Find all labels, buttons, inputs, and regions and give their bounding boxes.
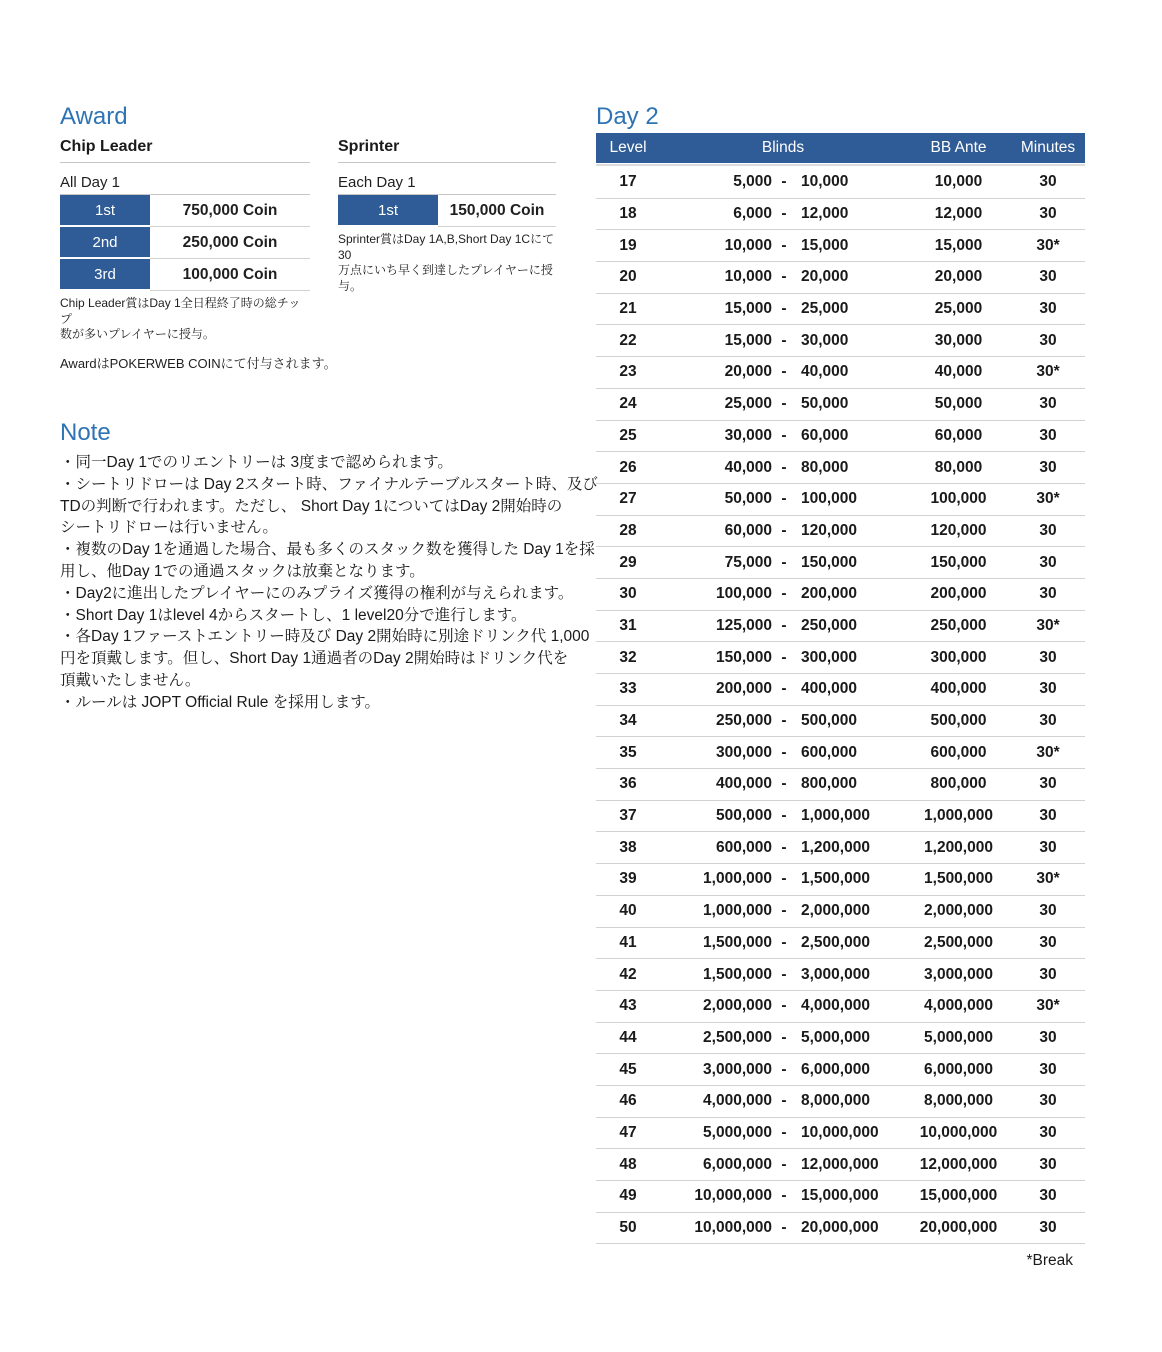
- cell-big-blind: 20,000,000: [801, 1219, 879, 1237]
- note-line: 頂戴いたしません。: [60, 671, 201, 689]
- cell-small-blind: 6,000: [733, 205, 772, 223]
- blinds-dash: -: [781, 300, 787, 318]
- cell-small-blind: 100,000: [715, 585, 772, 603]
- cell-minutes: 30*: [1036, 743, 1060, 761]
- cell-big-blind: 6,000,000: [801, 1060, 870, 1078]
- day2-table-row: [596, 1054, 1085, 1086]
- note-line: ・同一Day 1でのリエントリーは 3度まで認められます。: [60, 454, 453, 471]
- cell-minutes: 30: [1039, 426, 1057, 444]
- award-note-line: 万点にいち早く到達したプレイヤーに授: [338, 263, 553, 277]
- cell-bb-ante: 5,000,000: [924, 1028, 993, 1046]
- cell-level: 34: [619, 712, 637, 730]
- day2-table-row: [596, 389, 1085, 421]
- blinds-dash: -: [781, 1219, 787, 1237]
- blinds-dash: -: [781, 236, 787, 254]
- cell-minutes: 30*: [1036, 616, 1060, 634]
- cell-big-blind: 800,000: [801, 775, 858, 793]
- day2-table-row: [596, 896, 1085, 928]
- cell-bb-ante: 40,000: [934, 363, 983, 381]
- cell-big-blind: 5,000,000: [801, 1028, 870, 1046]
- cell-bb-ante: 30,000: [934, 331, 983, 349]
- day2-table-row: [596, 928, 1085, 960]
- day2-table-row: [596, 167, 1085, 199]
- cell-small-blind: 2,000,000: [703, 997, 772, 1015]
- cell-big-blind: 500,000: [801, 712, 858, 730]
- award-prize-cell: 250,000 Coin: [150, 227, 310, 259]
- cell-big-blind: 1,200,000: [801, 838, 870, 856]
- cell-small-blind: 400,000: [715, 775, 772, 793]
- cell-big-blind: 1,500,000: [801, 870, 870, 888]
- cell-minutes: 30: [1039, 965, 1057, 983]
- cell-minutes: 30: [1039, 902, 1057, 920]
- day2-table-row: [596, 547, 1085, 579]
- cell-bb-ante: 600,000: [930, 743, 987, 761]
- blinds-dash: -: [781, 712, 787, 730]
- cell-small-blind: 125,000: [715, 616, 772, 634]
- cell-small-blind: 300,000: [715, 743, 772, 761]
- day2-table-row: [596, 769, 1085, 801]
- cell-minutes: 30*: [1036, 870, 1060, 888]
- cell-big-blind: 40,000: [801, 363, 849, 381]
- cell-minutes: 30*: [1036, 363, 1060, 381]
- day2-table-row: [596, 230, 1085, 262]
- day2-table-row: [596, 484, 1085, 516]
- blinds-dash: -: [781, 775, 787, 793]
- cell-small-blind: 60,000: [724, 521, 772, 539]
- cell-small-blind: 600,000: [715, 838, 772, 856]
- award-place-cell: 2nd: [60, 227, 150, 259]
- cell-small-blind: 6,000,000: [703, 1155, 772, 1173]
- note-line: ・複数のDay 1を通過した場合、最も多くのスタック数を獲得した Day 1を採: [60, 541, 595, 559]
- cell-big-blind: 1,000,000: [801, 807, 870, 825]
- note-line: ・シートリドローは Day 2スタート時、ファイナルテーブルスタート時、及び: [60, 475, 598, 493]
- cell-minutes: 30: [1039, 838, 1057, 856]
- cell-bb-ante: 400,000: [930, 680, 987, 698]
- cell-big-blind: 200,000: [801, 585, 858, 603]
- cell-bb-ante: 2,000,000: [924, 902, 993, 920]
- day2-section-title: Day 2: [596, 103, 659, 130]
- header-cell-bb-ante: BB Ante: [930, 139, 987, 156]
- cell-minutes: 30: [1039, 1187, 1057, 1205]
- note-line: ・Short Day 1はlevel 4からスタートし、1 level20分で進行します。: [60, 606, 527, 624]
- cell-level: 21: [619, 300, 637, 318]
- cell-bb-ante: 800,000: [930, 775, 987, 793]
- cell-minutes: 30: [1039, 395, 1057, 413]
- cell-big-blind: 12,000: [801, 205, 849, 223]
- cell-level: 47: [619, 1123, 637, 1141]
- blinds-dash: -: [781, 1028, 787, 1046]
- cell-minutes: 30: [1039, 1219, 1057, 1237]
- day2-table-body: [596, 167, 1085, 1244]
- note-line: ・ルールは JOPT Official Rule を採用します。: [60, 693, 380, 711]
- cell-small-blind: 25,000: [724, 395, 772, 413]
- cell-bb-ante: 12,000: [934, 205, 983, 223]
- cell-bb-ante: 4,000,000: [924, 997, 993, 1015]
- cell-big-blind: 80,000: [801, 458, 849, 476]
- day2-table-row: [596, 1181, 1085, 1213]
- day2-table-row: [596, 959, 1085, 991]
- cell-level: 22: [619, 331, 637, 349]
- day2-table-row: [596, 421, 1085, 453]
- blinds-dash: -: [781, 331, 787, 349]
- note-line: 用し、他Day 1での通過スタックは放棄となります。: [60, 562, 425, 580]
- cell-bb-ante: 2,500,000: [924, 933, 993, 951]
- cell-bb-ante: 60,000: [934, 426, 983, 444]
- day2-table-row: [596, 991, 1085, 1023]
- cell-level: 35: [619, 743, 637, 761]
- award-note-line: Chip Leader賞はDay 1全日程終了時の総チップ: [60, 296, 301, 326]
- note-line: TDの判断で行われます。ただし、 Short Day 1についてはDay 2開始時の: [60, 497, 563, 515]
- day2-table-row: [596, 452, 1085, 484]
- award-footer-note: AwardはPOKERWEB COINにて付与されます。: [60, 356, 337, 371]
- day2-table-row: [596, 294, 1085, 326]
- cell-level: 30: [619, 585, 637, 603]
- sprinter-note: [338, 232, 556, 294]
- cell-minutes: 30: [1039, 648, 1057, 666]
- cell-big-blind: 12,000,000: [801, 1155, 879, 1173]
- cell-big-blind: 30,000: [801, 331, 849, 349]
- cell-level: 43: [619, 997, 637, 1015]
- cell-small-blind: 150,000: [715, 648, 772, 666]
- day2-table-row: [596, 1213, 1085, 1245]
- day2-table-row: [596, 1023, 1085, 1055]
- cell-minutes: 30*: [1036, 236, 1060, 254]
- blinds-dash: -: [781, 743, 787, 761]
- cell-level: 17: [619, 173, 637, 191]
- blinds-dash: -: [781, 838, 787, 856]
- cell-minutes: 30: [1039, 712, 1057, 730]
- chip-leader-table: [60, 195, 310, 291]
- cell-bb-ante: 10,000: [934, 173, 983, 191]
- cell-small-blind: 1,000,000: [703, 870, 772, 888]
- cell-big-blind: 60,000: [801, 426, 849, 444]
- cell-minutes: 30: [1039, 173, 1057, 191]
- cell-big-blind: 400,000: [801, 680, 858, 698]
- award-row: [60, 259, 310, 291]
- award-row: [60, 227, 310, 259]
- cell-bb-ante: 1,500,000: [924, 870, 993, 888]
- day2-table-row: [596, 642, 1085, 674]
- cell-minutes: 30: [1039, 1155, 1057, 1173]
- day2-table-row: [596, 737, 1085, 769]
- cell-minutes: 30*: [1036, 490, 1060, 508]
- cell-minutes: 30: [1039, 458, 1057, 476]
- award-place-cell: 1st: [60, 195, 150, 227]
- cell-big-blind: 3,000,000: [801, 965, 870, 983]
- blinds-dash: -: [781, 268, 787, 286]
- cell-minutes: 30: [1039, 521, 1057, 539]
- cell-bb-ante: 100,000: [930, 490, 987, 508]
- cell-bb-ante: 6,000,000: [924, 1060, 993, 1078]
- cell-big-blind: 120,000: [801, 521, 858, 539]
- blinds-dash: -: [781, 616, 787, 634]
- cell-small-blind: 5,000: [733, 173, 772, 191]
- blinds-dash: -: [781, 1123, 787, 1141]
- cell-minutes: 30: [1039, 680, 1057, 698]
- cell-big-blind: 25,000: [801, 300, 849, 318]
- day2-table-row: [596, 516, 1085, 548]
- break-footnote: *Break: [1026, 1252, 1073, 1270]
- cell-big-blind: 50,000: [801, 395, 849, 413]
- blinds-dash: -: [781, 458, 787, 476]
- day2-table-row: [596, 706, 1085, 738]
- cell-level: 36: [619, 775, 637, 793]
- cell-small-blind: 250,000: [715, 712, 772, 730]
- cell-big-blind: 10,000,000: [801, 1123, 879, 1141]
- cell-level: 37: [619, 807, 637, 825]
- cell-level: 29: [619, 553, 637, 571]
- note-line: シートリドローは行いません。: [60, 519, 278, 537]
- cell-bb-ante: 10,000,000: [919, 1123, 998, 1141]
- cell-small-blind: 2,500,000: [703, 1028, 772, 1046]
- award-note-line: Sprinter賞はDay 1A,B,Short Day 1Cにて30: [338, 232, 555, 262]
- cell-bb-ante: 15,000: [934, 236, 983, 254]
- cell-bb-ante: 1,200,000: [924, 838, 993, 856]
- cell-minutes: 30: [1039, 807, 1057, 825]
- cell-minutes: 30: [1039, 205, 1057, 223]
- blinds-dash: -: [781, 1155, 787, 1173]
- cell-level: 20: [619, 268, 637, 286]
- cell-small-blind: 30,000: [724, 426, 772, 444]
- cell-small-blind: 10,000: [724, 268, 772, 286]
- blinds-dash: -: [781, 426, 787, 444]
- header-cell-blinds: Blinds: [761, 139, 805, 156]
- cell-minutes: 30: [1039, 775, 1057, 793]
- cell-bb-ante: 200,000: [930, 585, 987, 603]
- cell-small-blind: 75,000: [724, 553, 772, 571]
- cell-bb-ante: 8,000,000: [924, 1092, 993, 1110]
- cell-big-blind: 150,000: [801, 553, 858, 571]
- cell-level: 27: [619, 490, 637, 508]
- blinds-dash: -: [781, 648, 787, 666]
- cell-small-blind: 1,500,000: [703, 965, 772, 983]
- cell-big-blind: 100,000: [801, 490, 858, 508]
- cell-small-blind: 15,000: [724, 331, 772, 349]
- cell-bb-ante: 250,000: [930, 616, 987, 634]
- cell-bb-ante: 500,000: [930, 712, 987, 730]
- cell-bb-ante: 150,000: [930, 553, 987, 571]
- cell-level: 49: [619, 1187, 637, 1205]
- cell-minutes: 30: [1039, 933, 1057, 951]
- day2-table-header: [596, 133, 1085, 163]
- blinds-dash: -: [781, 205, 787, 223]
- cell-big-blind: 4,000,000: [801, 997, 870, 1015]
- blinds-dash: -: [781, 395, 787, 413]
- cell-level: 41: [619, 933, 637, 951]
- note-line: 円を頂戴します。但し、Short Day 1通過者のDay 2開始時はドリンク代を: [60, 650, 569, 668]
- header-cell-level: Level: [609, 139, 647, 156]
- header-cell-minutes: Minutes: [1020, 139, 1076, 156]
- chip-leader-subtitle: All Day 1: [60, 174, 310, 195]
- cell-big-blind: 8,000,000: [801, 1092, 870, 1110]
- cell-bb-ante: 15,000,000: [919, 1187, 998, 1205]
- cell-bb-ante: 120,000: [930, 521, 987, 539]
- sprinter-card: [338, 138, 556, 343]
- cell-level: 23: [619, 363, 637, 381]
- day2-table-row: [596, 611, 1085, 643]
- cell-bb-ante: 50,000: [934, 395, 983, 413]
- day2-table-row: [596, 579, 1085, 611]
- award-section: [60, 138, 556, 343]
- blinds-dash: -: [781, 902, 787, 920]
- cell-bb-ante: 25,000: [934, 300, 983, 318]
- day2-table-row: [596, 325, 1085, 357]
- header-divider: [596, 164, 1085, 166]
- cell-level: 48: [619, 1155, 637, 1173]
- award-prize-cell: 150,000 Coin: [438, 195, 556, 227]
- cell-big-blind: 600,000: [801, 743, 858, 761]
- sprinter-table: [338, 195, 556, 227]
- chip-leader-note: [60, 296, 310, 343]
- cell-level: 26: [619, 458, 637, 476]
- cell-small-blind: 4,000,000: [703, 1092, 772, 1110]
- cell-minutes: 30*: [1036, 997, 1060, 1015]
- blinds-dash: -: [781, 1060, 787, 1078]
- cell-level: 44: [619, 1028, 637, 1046]
- day2-table-row: [596, 1118, 1085, 1150]
- award-section-title: Award: [60, 103, 128, 130]
- note-section-title: Note: [60, 419, 111, 446]
- cell-small-blind: 15,000: [724, 300, 772, 318]
- note-section: [60, 452, 598, 714]
- cell-bb-ante: 20,000: [934, 268, 983, 286]
- cell-big-blind: 15,000,000: [801, 1187, 879, 1205]
- cell-small-blind: 5,000,000: [703, 1123, 772, 1141]
- day2-table-row: [596, 674, 1085, 706]
- cell-bb-ante: 12,000,000: [919, 1155, 998, 1173]
- day2-table-row: [596, 864, 1085, 896]
- cell-minutes: 30: [1039, 553, 1057, 571]
- cell-minutes: 30: [1039, 1092, 1057, 1110]
- cell-big-blind: 20,000: [801, 268, 849, 286]
- award-prize-cell: 100,000 Coin: [150, 259, 310, 291]
- cell-big-blind: 15,000: [801, 236, 849, 254]
- cell-small-blind: 200,000: [715, 680, 772, 698]
- blinds-dash: -: [781, 363, 787, 381]
- blinds-dash: -: [781, 173, 787, 191]
- cell-big-blind: 300,000: [801, 648, 858, 666]
- award-note-line: 数が多いプレイヤーに授与。: [60, 327, 215, 341]
- cell-big-blind: 2,000,000: [801, 902, 870, 920]
- sprinter-subtitle: Each Day 1: [338, 174, 556, 195]
- blinds-dash: -: [781, 933, 787, 951]
- day2-table-row: [596, 801, 1085, 833]
- blinds-dash: -: [781, 585, 787, 603]
- cell-minutes: 30: [1039, 1123, 1057, 1141]
- cell-minutes: 30: [1039, 300, 1057, 318]
- cell-level: 45: [619, 1060, 637, 1078]
- cell-minutes: 30: [1039, 331, 1057, 349]
- cell-small-blind: 40,000: [724, 458, 772, 476]
- day2-table-row: [596, 1149, 1085, 1181]
- award-row: [338, 195, 556, 227]
- sprinter-title: Sprinter: [338, 138, 556, 163]
- cell-big-blind: 250,000: [801, 616, 858, 634]
- award-place-cell: 1st: [338, 195, 438, 227]
- blinds-dash: -: [781, 1092, 787, 1110]
- cell-small-blind: 3,000,000: [703, 1060, 772, 1078]
- blinds-dash: -: [781, 870, 787, 888]
- award-place-cell: 3rd: [60, 259, 150, 291]
- day2-table-row: [596, 199, 1085, 231]
- cell-level: 50: [619, 1219, 637, 1237]
- cell-big-blind: 10,000: [801, 173, 849, 191]
- cell-small-blind: 10,000,000: [694, 1219, 772, 1237]
- blinds-dash: -: [781, 680, 787, 698]
- day2-section: [596, 103, 1085, 1270]
- cell-small-blind: 10,000: [724, 236, 772, 254]
- cell-level: 39: [619, 870, 637, 888]
- blinds-dash: -: [781, 490, 787, 508]
- blinds-dash: -: [781, 553, 787, 571]
- cell-small-blind: 20,000: [724, 363, 772, 381]
- cell-level: 28: [619, 521, 637, 539]
- cell-level: 31: [619, 616, 637, 634]
- cell-bb-ante: 1,000,000: [924, 807, 993, 825]
- cell-level: 40: [619, 902, 637, 920]
- cell-small-blind: 10,000,000: [694, 1187, 772, 1205]
- blinds-dash: -: [781, 521, 787, 539]
- blinds-dash: -: [781, 965, 787, 983]
- cell-level: 18: [619, 205, 637, 223]
- chip-leader-card: [60, 138, 310, 343]
- cell-level: 46: [619, 1092, 637, 1110]
- cell-minutes: 30: [1039, 268, 1057, 286]
- cell-small-blind: 500,000: [715, 807, 772, 825]
- cell-minutes: 30: [1039, 585, 1057, 603]
- award-row: [60, 195, 310, 227]
- cell-level: 24: [619, 395, 637, 413]
- cell-minutes: 30: [1039, 1060, 1057, 1078]
- cell-bb-ante: 80,000: [934, 458, 983, 476]
- cell-bb-ante: 300,000: [930, 648, 987, 666]
- cell-level: 38: [619, 838, 637, 856]
- award-note-line: 与。: [338, 278, 363, 293]
- day2-table-row: [596, 832, 1085, 864]
- award-prize-cell: 750,000 Coin: [150, 195, 310, 227]
- cell-big-blind: 2,500,000: [801, 933, 870, 951]
- cell-minutes: 30: [1039, 1028, 1057, 1046]
- chip-leader-title: Chip Leader: [60, 138, 310, 163]
- day2-table-row: [596, 1086, 1085, 1118]
- cell-level: 33: [619, 680, 637, 698]
- day2-table-row: [596, 357, 1085, 389]
- cell-bb-ante: 3,000,000: [924, 965, 993, 983]
- cell-small-blind: 1,000,000: [703, 902, 772, 920]
- cell-level: 25: [619, 426, 637, 444]
- blinds-dash: -: [781, 997, 787, 1015]
- cell-level: 42: [619, 965, 637, 983]
- note-line: ・Day2に進出したプレイヤーにのみプライズ獲得の権利が与えられます。: [60, 584, 574, 602]
- cell-small-blind: 1,500,000: [703, 933, 772, 951]
- blinds-dash: -: [781, 1187, 787, 1205]
- blinds-dash: -: [781, 807, 787, 825]
- cell-bb-ante: 20,000,000: [919, 1219, 998, 1237]
- cell-level: 19: [619, 236, 637, 254]
- day2-table-row: [596, 262, 1085, 294]
- note-line: ・各Day 1ファーストエントリー時及び Day 2開始時に別途ドリンク代 1,000: [60, 628, 590, 646]
- cell-level: 32: [619, 648, 637, 666]
- cell-small-blind: 50,000: [724, 490, 772, 508]
